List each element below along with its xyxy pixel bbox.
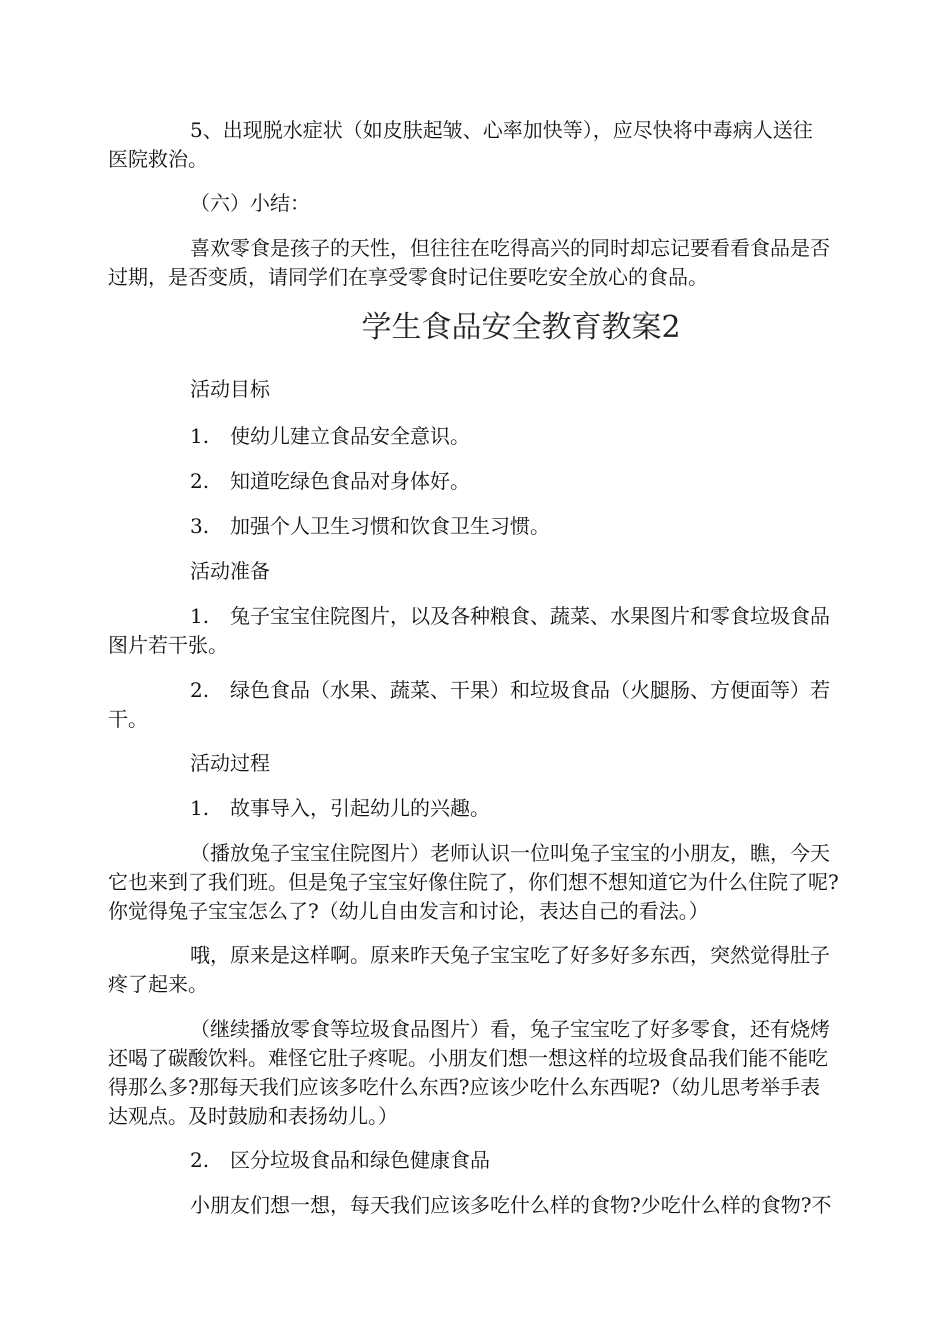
list-text: 区分垃圾食品和绿色健康食品 — [230, 1148, 490, 1172]
paragraph-line: 图片若干张。 — [108, 633, 228, 657]
list-text: 知道吃绿色食品对身体好。 — [230, 469, 470, 493]
list-number: 1. — [190, 424, 210, 448]
list-item — [190, 512, 550, 541]
list-item — [190, 794, 490, 823]
paragraph-line: 小朋友们想一想，每天我们应该多吃什么样的食物?少吃什么样的食物?不 — [190, 1193, 832, 1217]
list-item — [190, 467, 470, 496]
paragraph-line: 喜欢零食是孩子的天性，但往往在吃得高兴的同时却忘记要看看食品是否 — [190, 236, 830, 260]
list-text: 故事导入，引起幼儿的兴趣。 — [230, 796, 490, 820]
document-title: 学生食品安全教育教案2 — [361, 310, 681, 345]
list-text: 使幼儿建立食品安全意识。 — [230, 424, 470, 448]
paragraph-line: 哦，原来是这样啊。原来昨天兔子宝宝吃了好多好多东西，突然觉得肚子 — [190, 943, 830, 967]
paragraph-line: 5、出现脱水症状（如皮肤起皱、心率加快等），应尽快将中毒病人送往 — [190, 118, 813, 142]
list-number: 2. — [190, 678, 210, 702]
list-text: 绿色食品（水果、蔬菜、干果）和垃圾食品（火腿肠、方便面等）若 — [230, 678, 830, 702]
section-heading: 活动准备 — [190, 559, 270, 583]
paragraph-line: 医院救治。 — [108, 147, 208, 171]
list-number: 3. — [190, 514, 210, 538]
paragraph-line: 干。 — [108, 707, 148, 731]
section-heading: 活动过程 — [190, 751, 270, 775]
list-item — [190, 422, 470, 451]
list-item — [190, 602, 830, 631]
list-item — [190, 1146, 490, 1175]
list-number: 1. — [190, 604, 210, 628]
paragraph-line: （继续播放零食等垃圾食品图片）看，兔子宝宝吃了好多零食，还有烧烤 — [190, 1017, 830, 1041]
paragraph-line: 你觉得兔子宝宝怎么了?（幼儿自由发言和讨论，表达自己的看法。） — [108, 899, 709, 923]
list-text: 加强个人卫生习惯和饮食卫生习惯。 — [230, 514, 550, 538]
paragraph-line: 过期，是否变质，请同学们在享受零食时记住要吃安全放心的食品。 — [108, 265, 708, 289]
section-heading: 活动目标 — [190, 377, 270, 401]
paragraph-line: 还喝了碳酸饮料。难怪它肚子疼呢。小朋友们想一想这样的垃圾食品我们能不能吃 — [108, 1046, 828, 1070]
paragraph-line: （播放兔子宝宝住院图片）老师认识一位叫兔子宝宝的小朋友，瞧，今天 — [190, 841, 830, 865]
list-item — [190, 676, 830, 705]
list-text: 兔子宝宝住院图片，以及各种粮食、蔬菜、水果图片和零食垃圾食品 — [230, 604, 830, 628]
list-number: 1. — [190, 796, 210, 820]
paragraph-line: 达观点。及时鼓励和表扬幼儿。） — [108, 1104, 398, 1128]
paragraph-line: 得那么多?那每天我们应该多吃什么东西?应该少吃什么东西呢?（幼儿思考举手表 — [108, 1075, 821, 1099]
list-number: 2. — [190, 1148, 210, 1172]
list-number: 2. — [190, 469, 210, 493]
section-heading: （六）小结： — [190, 191, 310, 215]
paragraph-line: 它也来到了我们班。但是兔子宝宝好像住院了，你们想不想知道它为什么住院了呢? — [108, 870, 839, 894]
paragraph-line: 疼了起来。 — [108, 972, 208, 996]
